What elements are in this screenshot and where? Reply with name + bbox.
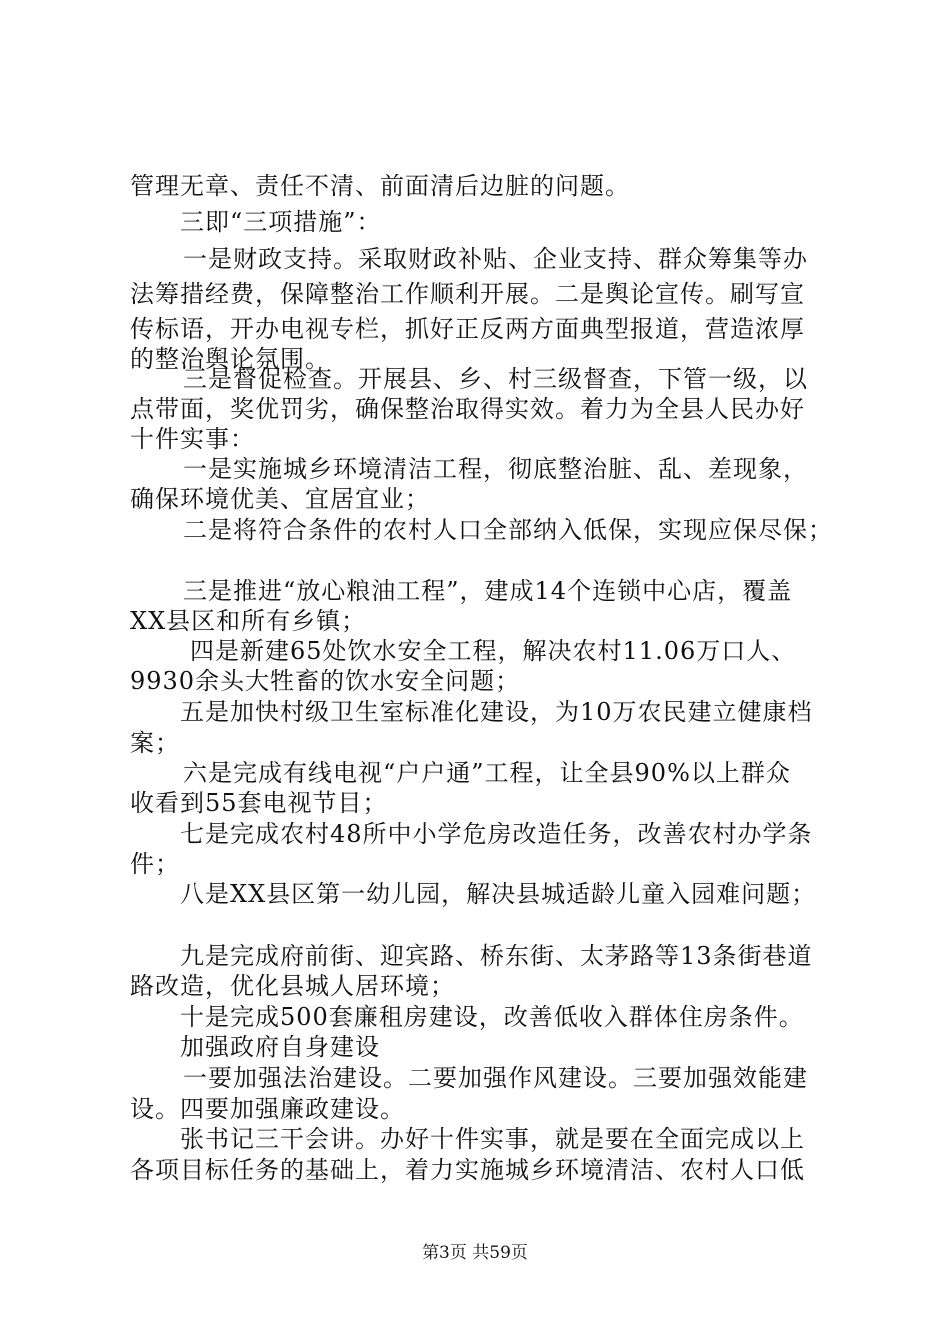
text-line: XX县区和所有乡镇； — [130, 607, 367, 635]
text-line: 三即“三项措施”： — [180, 208, 382, 236]
text-line: 路改造，优化县城人居环境； — [130, 972, 455, 1000]
text-line: 一要加强法治建设。二要加强作风建设。三要加强效能建 — [183, 1064, 808, 1092]
section-heading: 加强政府自身建设 — [180, 1033, 380, 1061]
text-line: 四是新建65处饮水安全工程，解决农村11.06万口人、 — [190, 637, 797, 665]
text-line: 七是完成农村48所中小学危房改造任务，改善农村办学条 — [180, 820, 813, 848]
text-line: 传标语，开办电视专栏，抓好正反两方面典型报道，营造浓厚 — [130, 315, 805, 343]
text-line: 三是督促检查。开展县、乡、村三级督查，下管一级，以 — [183, 365, 808, 393]
text-line: 张书记三干会讲。办好十件实事，就是要在全面完成以上 — [180, 1125, 805, 1153]
text-line: 十是完成500套廉租房建设，改善低收入群体住房条件。 — [180, 1003, 804, 1031]
text-line: 法筹措经费，保障整治工作顺利开展。二是舆论宣传。刷写宣 — [130, 280, 805, 308]
page-number: 第3页 共59页 — [422, 1243, 528, 1263]
text-line: 六是完成有线电视“户户通”工程，让全县90%以上群众 — [183, 759, 791, 787]
text-line: 案； — [130, 729, 180, 757]
text-line: 一是财政支持。采取财政补贴、企业支持、群众筹集等办 — [183, 245, 808, 273]
text-line: 一是实施城乡环境清洁工程，彻底整治脏、乱、差现象， — [183, 455, 808, 483]
text-line: 件； — [130, 850, 180, 878]
text-line: 三是推进“放心粮油工程”，建成14个连锁中心店，覆盖 — [183, 577, 793, 605]
text-line: 各项目标任务的基础上，着力实施城乡环境清洁、农村人口低 — [130, 1156, 805, 1184]
text-line: 的整治舆论氛围。 — [130, 345, 330, 373]
text-line: 二是将符合条件的农村人口全部纳入低保，实现应保尽保； — [183, 516, 833, 544]
text-line: 八是XX县区第一幼儿园，解决县城适龄儿童入园难问题； — [180, 880, 817, 908]
text-line: 九是完成府前街、迎宾路、桥东街、太茅路等13条街巷道 — [180, 942, 813, 970]
text-line: 五是加快村级卫生室标准化建设，为10万农民建立健康档 — [180, 698, 813, 726]
text-line: 确保环境优美、宜居宜业； — [130, 485, 430, 513]
text-line: 9930余头大牲畜的饮水安全问题； — [130, 667, 521, 695]
text-line: 收看到55套电视节目； — [130, 789, 388, 817]
text-line: 设。四要加强廉政建设。 — [130, 1095, 405, 1123]
text-line: 管理无章、责任不清、前面清后边脏的问题。 — [130, 172, 630, 200]
text-line: 点带面，奖优罚劣，确保整治取得实效。着力为全县人民办好 — [130, 395, 805, 423]
text-line: 十件实事： — [130, 425, 255, 453]
